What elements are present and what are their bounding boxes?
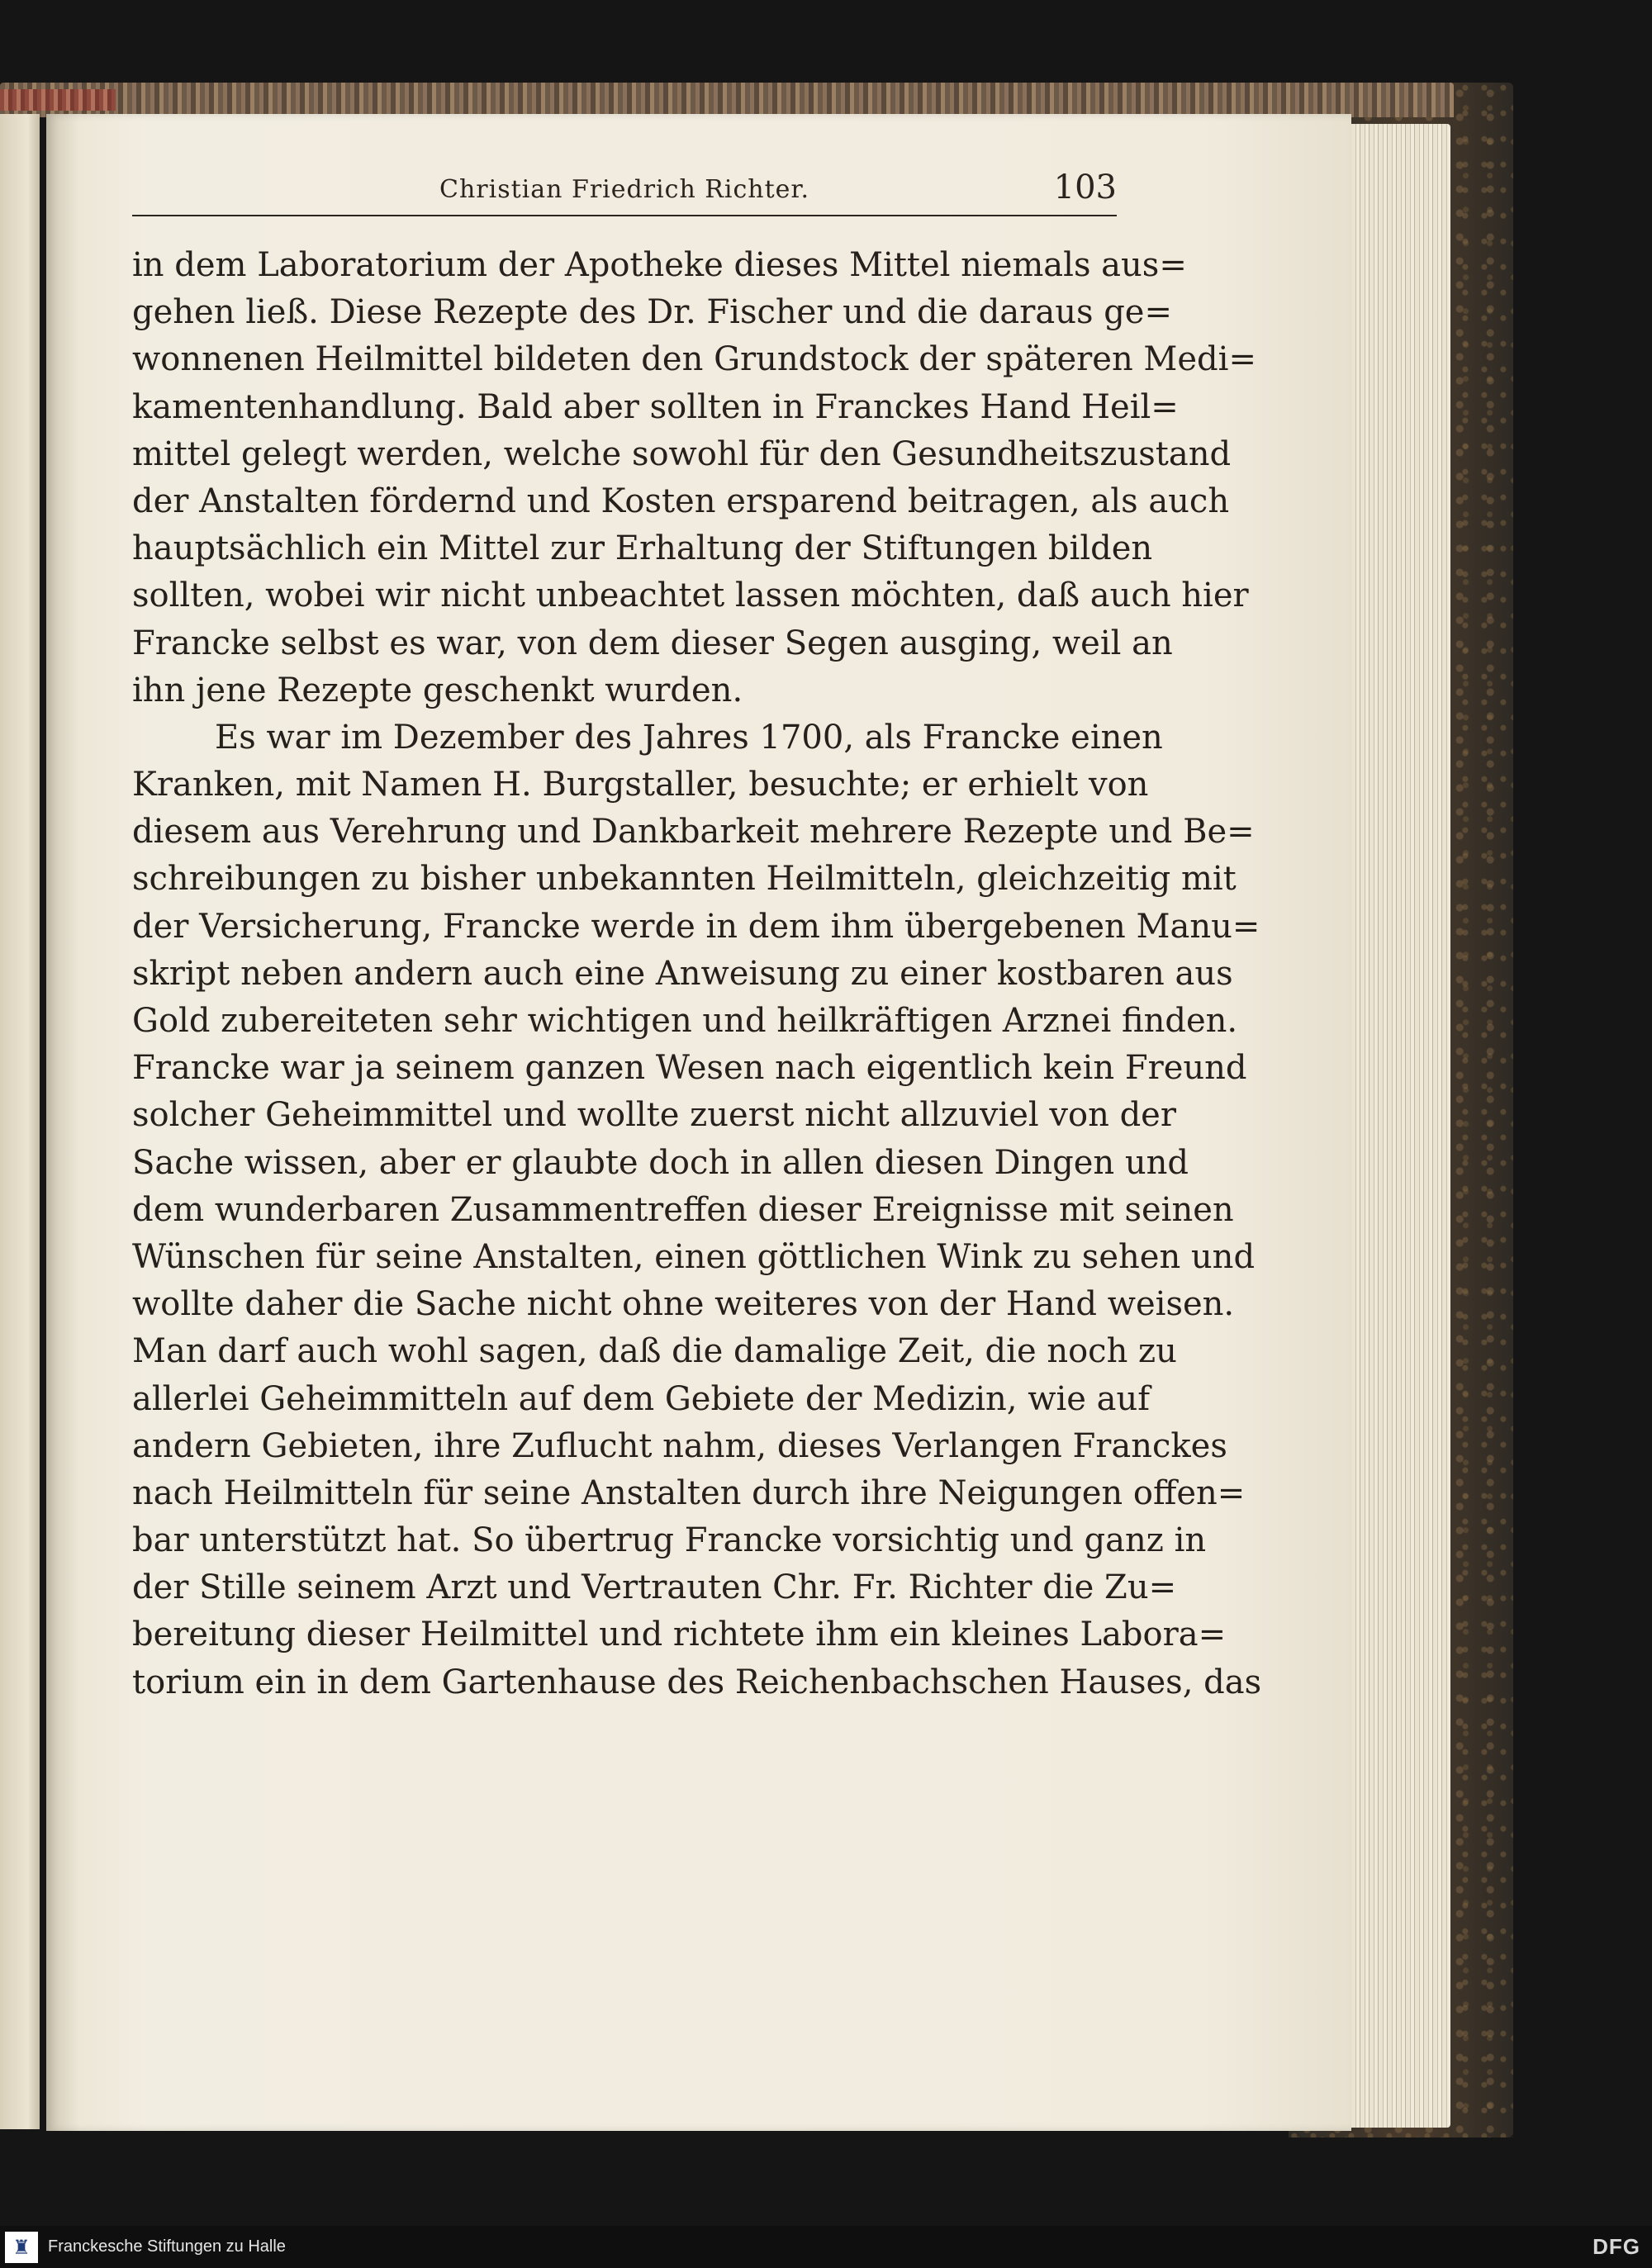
text-line: gehen ließ. Diese Rezepte des Dr. Fischer und die daraus ge=	[132, 293, 1172, 332]
text-line-paragraph-start: Es war im Dezember des Jahres 1700, als Francke einen	[215, 718, 1163, 757]
text-line: Sache wissen, aber er glaubte doch in allen diesen Dingen und	[132, 1143, 1189, 1182]
text-line: bar unterstützt hat. So übertrug Francke vorsichtig und ganz in	[132, 1521, 1207, 1560]
left-page-sliver	[0, 114, 40, 2129]
text-line: schreibungen zu bisher unbekannten Heilmitteln, gleichzeitig mit	[132, 860, 1237, 899]
text-line: mittel gelegt werden, welche sowohl für den Gesundheitszustand	[132, 434, 1232, 473]
text-line: solcher Geheimmittel und wollte zuerst nicht allzuviel von der	[132, 1096, 1176, 1135]
text-line: kamentenhandlung. Bald aber sollten in Franckes Hand Heil=	[132, 387, 1179, 426]
text-line: torium ein in dem Gartenhause des Reichenbachschen Hauses, das	[132, 1663, 1262, 1701]
text-line: der Anstalten fördernd und Kosten ersparend beitragen, als auch	[132, 482, 1230, 520]
text-line: Gold zubereiteten sehr wichtigen und heilkräftigen Arznei finden.	[132, 1002, 1238, 1040]
book-spine-edge	[0, 89, 116, 111]
text-line: Kranken, mit Namen H. Burgstaller, besuchte; er erhielt von	[132, 766, 1149, 804]
text-line: wonnenen Heilmittel bildeten den Grundstock der späteren Medi=	[132, 340, 1256, 379]
text-line: Man darf auch wohl sagen, daß die damalige Zeit, die noch zu	[132, 1332, 1177, 1371]
text-line: andern Gebieten, ihre Zuflucht nahm, dieses Verlangen Franckes	[132, 1426, 1227, 1465]
text-line: Francke selbst es war, von dem dieser Segen ausging, weil an	[132, 624, 1173, 662]
text-line: sollten, wobei wir nicht unbeachtet lassen möchten, daß auch hier	[132, 576, 1249, 615]
page-stack-edges	[1351, 124, 1450, 2128]
text-line: nach Heilmitteln für seine Anstalten durch ihre Neigungen offen=	[132, 1473, 1246, 1512]
text-line: Wünschen für seine Anstalten, einen göttlichen Wink zu sehen und	[132, 1237, 1256, 1276]
running-head	[132, 165, 1117, 216]
running-head-title: Christian Friedrich Richter.	[439, 175, 809, 204]
body-text	[132, 242, 1262, 1706]
text-line: dem wunderbaren Zusammentreffen dieser Ereignisse mit seinen	[132, 1190, 1234, 1229]
text-line: wollte daher die Sache nicht ohne weiteres von der Hand weisen.	[132, 1285, 1235, 1324]
dfg-logo[interactable]: DFG	[1593, 2234, 1640, 2259]
text-line: Francke war ja seinem ganzen Wesen nach eigentlich kein Freund	[132, 1049, 1247, 1088]
text-line: ihn jene Rezepte geschenkt wurden.	[132, 671, 743, 709]
foundation-crest-icon[interactable]: ♜	[5, 2232, 38, 2263]
text-line: skript neben andern auch eine Anweisung zu einer kostbaren aus	[132, 954, 1233, 993]
page-number: 103	[1053, 168, 1117, 206]
text-line: bereitung dieser Heilmittel und richtete ihm ein kleines Labora=	[132, 1616, 1227, 1654]
institution-label[interactable]: Franckesche Stiftungen zu Halle	[48, 2237, 286, 2256]
text-line: hauptsächlich ein Mittel zur Erhaltung der Stiftungen bilden	[132, 529, 1153, 568]
text-line: der Versicherung, Francke werde in dem ihm übergebenen Manu=	[132, 907, 1260, 946]
text-line: in dem Laboratorium der Apotheke dieses Mittel niemals aus=	[132, 246, 1187, 284]
text-line: allerlei Geheimmitteln auf dem Gebiete der Medizin, wie auf	[132, 1379, 1151, 1418]
viewer-footer-bar	[0, 2226, 1652, 2268]
text-line: diesem aus Verehrung und Dankbarkeit mehrere Rezepte und Be=	[132, 813, 1255, 852]
book-top-edge	[0, 83, 1454, 117]
text-line: der Stille seinem Arzt und Vertrauten Chr. Fr. Richter die Zu=	[132, 1568, 1177, 1607]
